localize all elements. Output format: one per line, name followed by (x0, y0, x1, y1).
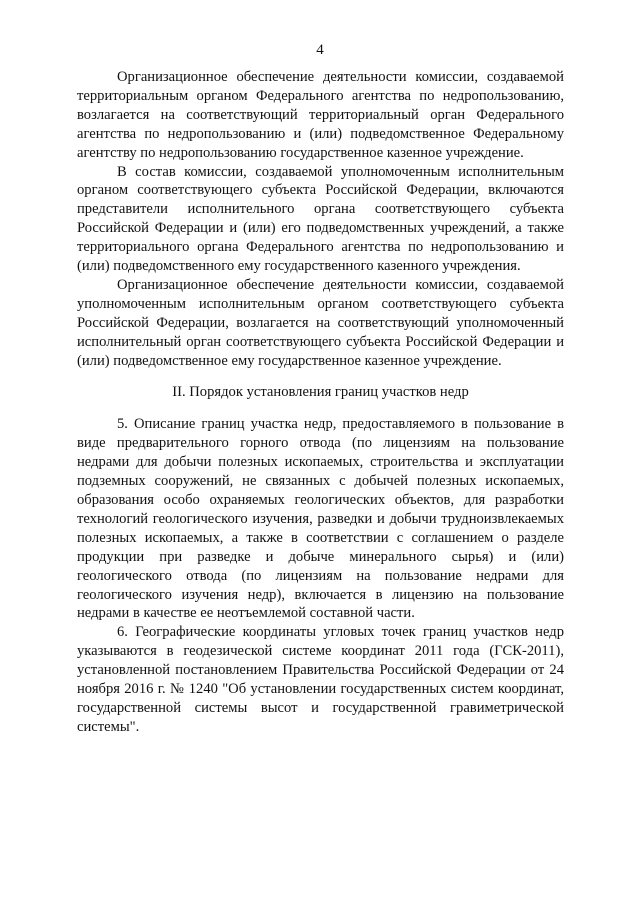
section-heading: II. Порядок установления границ участков недр (172, 383, 469, 400)
paragraph-commission-composition: В состав комиссии, создаваемой уполномоченным исполнительным органом соответствующего субъекта Российской Федерации, включаются представители исполнительного органа соответствующего субъекта Российской Федерации и (или) его подведомственных учреждений, а также территориального органа Федерального агентства по недропользованию и (или) подведомственного ему государственного казенного учреждения. (77, 163, 564, 275)
document-body (77, 68, 564, 737)
paragraph-org-support-territorial: Организационное обеспечение деятельности комиссии, создаваемой территориальным органом Федерального агентства по недропользованию, возлагается на соответствующий территориальный орган Федерального агентства по недропользованию и (или) подведомственное Федеральному агентству по недропользованию государственное казенное учреждение. (77, 69, 564, 161)
paragraph-item-6: 6. Географические координаты угловых точек границ участков недр указываются в геодезической системе координат 2011 года (ГСК-2011), установленной постановлением Правительства Российской Федерации от 24 ноября 2016 г. № 1240 "Об установлении государственных систем координат, государственной системы высот и государственной гравиметрической системы". (77, 624, 564, 735)
page-number: 4 (316, 42, 324, 58)
paragraph-item-5: 5. Описание границ участка недр, предоставляемого в пользование в виде предварительного горного отвода (по лицензиям на пользование недрами для добычи полезных ископаемых, строительства и эксплуатации подземных сооружений, не связанных с добычей полезных ископаемых, образования особо охраняемых геологических объектов, для разработки технологий геологического изучения, разведки и добычи трудноизвлекаемых полезных ископаемых, а также в соответствии с соглашением о разделе продукции при разведке и добыче минерального сырья) и (или) геологического отвода (по лицензиям на пользование недрами для геологического изучения недр), включается в лицензию на пользование недрами в качестве ее неотъемлемой составной части. (77, 416, 564, 622)
paragraph-org-support-regional: Организационное обеспечение деятельности комиссии, создаваемой уполномоченным исполнительным органом соответствующего субъекта Российской Федерации, возлагается на соответствующий уполномоченный исполнительный орган соответствующего субъекта Российской Федерации и (или) подведомственное ему государственное казенное учреждение. (77, 276, 564, 369)
